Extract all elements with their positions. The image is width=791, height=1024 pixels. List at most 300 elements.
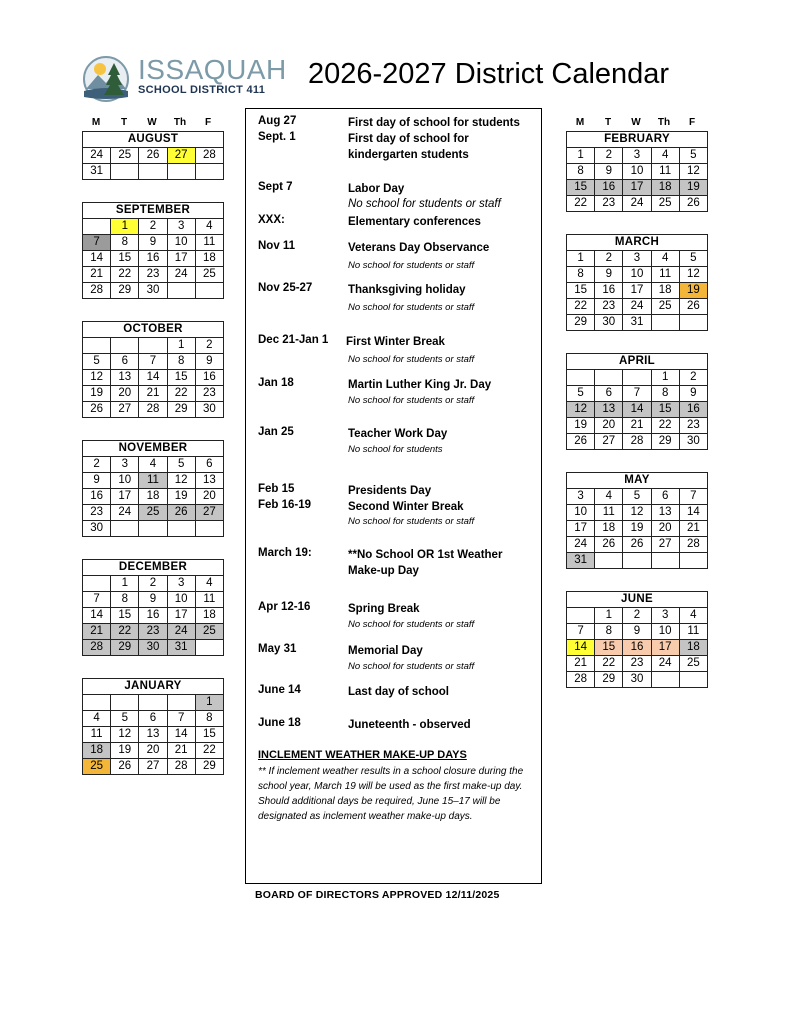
event-date: May 31 [258,643,297,655]
week-row [83,727,224,743]
weekday-label: Th [657,117,671,128]
day-cell [651,672,679,688]
day-cell: 14 [83,608,111,624]
day-cell: 25 [651,299,679,315]
day-cell: 10 [651,624,679,640]
day-cell: 19 [167,489,195,505]
day-cell: 4 [679,608,707,624]
day-cell: 12 [167,473,195,489]
day-cell [679,315,707,331]
day-cell: 15 [167,370,195,386]
day-cell: 29 [567,315,595,331]
event-title: Veterans Day Observance [348,242,490,254]
day-cell: 11 [595,505,623,521]
week-row [567,267,708,283]
month-title: JUNE [567,592,708,608]
day-cell: 11 [651,164,679,180]
day-cell: 29 [651,434,679,450]
day-cell: 24 [83,148,111,164]
day-cell: 2 [595,251,623,267]
day-cell: 16 [679,402,707,418]
week-row [83,457,224,473]
day-cell: 2 [623,608,651,624]
event-date: Feb 16-19 [258,499,312,511]
day-cell: 9 [623,624,651,640]
day-cell [195,283,223,299]
month-table [82,440,224,537]
month-title: JANUARY [83,679,224,695]
month-table [566,591,708,688]
day-cell [595,553,623,569]
month-title-row [83,203,224,219]
day-cell: 21 [623,418,651,434]
week-row [567,521,708,537]
day-cell: 2 [595,148,623,164]
event-date: June 14 [258,684,301,696]
week-row [567,656,708,672]
day-cell: 26 [679,299,707,315]
day-cell: 25 [139,505,167,521]
weekday-label: T [120,117,128,128]
day-cell: 11 [679,624,707,640]
day-cell: 19 [567,418,595,434]
month-title-row [83,560,224,576]
day-cell: 8 [111,592,139,608]
day-cell: 1 [111,219,139,235]
month-title: OCTOBER [83,322,224,338]
month-title-row [567,473,708,489]
week-row [567,299,708,315]
day-cell: 15 [567,180,595,196]
day-cell: 9 [139,592,167,608]
event-note: No school for students or staff [348,661,475,672]
month-title-row [83,132,224,148]
day-cell [167,695,195,711]
day-cell: 18 [139,489,167,505]
event-title: Martin Luther King Jr. Day [348,379,492,391]
day-cell [111,164,139,180]
week-row [83,473,224,489]
day-cell: 10 [623,164,651,180]
day-cell: 6 [595,386,623,402]
week-row [83,148,224,164]
day-cell: 8 [111,235,139,251]
month-april [566,353,706,450]
week-row [567,553,708,569]
day-cell [111,521,139,537]
day-cell: 28 [83,640,111,656]
week-row [83,251,224,267]
day-cell: 24 [651,656,679,672]
week-row [567,283,708,299]
day-cell: 8 [195,711,223,727]
day-cell: 7 [83,235,111,251]
day-cell: 20 [651,521,679,537]
day-cell: 4 [595,489,623,505]
day-cell: 4 [651,251,679,267]
day-cell: 16 [595,283,623,299]
day-cell: 14 [83,251,111,267]
week-row [83,576,224,592]
day-cell: 25 [195,624,223,640]
day-cell: 30 [83,521,111,537]
week-row [83,521,224,537]
day-cell [195,164,223,180]
day-cell: 27 [111,402,139,418]
day-cell: 23 [83,505,111,521]
day-cell: 16 [139,251,167,267]
event-title: Last day of school [348,686,449,698]
week-row [83,164,224,180]
day-cell: 11 [651,267,679,283]
page-title: 2026-2027 District Calendar [308,58,670,90]
day-cell: 11 [83,727,111,743]
day-cell: 22 [567,196,595,212]
day-cell: 31 [167,640,195,656]
day-cell: 27 [139,759,167,775]
day-cell: 19 [679,283,707,299]
month-january [82,678,222,775]
day-cell: 9 [83,473,111,489]
weekday-label: M [575,117,585,128]
day-cell: 4 [83,711,111,727]
week-row [83,505,224,521]
day-cell: 15 [195,727,223,743]
day-cell: 11 [195,592,223,608]
day-cell: 1 [651,370,679,386]
day-cell: 26 [679,196,707,212]
week-row [83,283,224,299]
event-date: Apr 12-16 [258,601,311,613]
event-title: Second Winter Break [348,501,464,513]
events-panel [245,108,542,884]
day-cell: 16 [595,180,623,196]
day-cell: 19 [83,386,111,402]
day-cell [567,608,595,624]
day-cell: 14 [623,402,651,418]
day-cell: 19 [623,521,651,537]
day-cell: 22 [567,299,595,315]
day-cell: 31 [623,315,651,331]
week-row [567,315,708,331]
month-june [566,591,706,688]
day-cell: 14 [139,370,167,386]
day-cell: 8 [595,624,623,640]
week-row [567,672,708,688]
day-cell: 8 [167,354,195,370]
day-cell: 14 [679,505,707,521]
day-cell: 23 [595,196,623,212]
week-row [83,624,224,640]
day-cell: 23 [679,418,707,434]
day-cell: 18 [195,608,223,624]
day-cell: 18 [83,743,111,759]
day-cell: 4 [139,457,167,473]
day-cell: 29 [111,283,139,299]
day-cell: 22 [595,656,623,672]
month-november [82,440,222,537]
day-cell: 23 [139,267,167,283]
day-cell: 24 [623,299,651,315]
day-cell [139,338,167,354]
weekday-label: W [631,117,641,128]
day-cell: 6 [139,711,167,727]
week-row [83,235,224,251]
day-cell: 9 [139,235,167,251]
day-cell: 3 [167,219,195,235]
week-row [83,354,224,370]
day-cell: 25 [679,656,707,672]
day-cell: 5 [111,711,139,727]
day-cell: 2 [83,457,111,473]
day-cell [111,695,139,711]
day-cell: 16 [139,608,167,624]
event-title: Labor Day [348,183,405,195]
day-cell: 23 [623,656,651,672]
day-cell: 12 [111,727,139,743]
month-october [82,321,222,418]
event-date: March 19: [258,547,312,559]
day-cell: 24 [167,624,195,640]
day-cell: 21 [83,624,111,640]
day-cell: 9 [595,267,623,283]
month-title: MARCH [567,235,708,251]
day-cell: 22 [651,418,679,434]
day-cell: 8 [651,386,679,402]
day-cell: 25 [651,196,679,212]
event-title: Elementary conferences [348,216,481,228]
logo-name: ISSAQUAH [138,54,287,85]
day-cell: 2 [139,219,167,235]
day-cell [651,315,679,331]
inclement-weather-section [258,749,534,824]
day-cell: 13 [111,370,139,386]
month-table [82,131,224,180]
week-row [567,489,708,505]
day-cell [167,164,195,180]
week-row [567,370,708,386]
day-cell: 13 [195,473,223,489]
day-cell: 10 [623,267,651,283]
weekday-label: T [604,117,612,128]
day-cell [595,370,623,386]
month-september [82,202,222,299]
month-title: MAY [567,473,708,489]
event-note: No school for students or staff [348,198,501,210]
day-cell: 31 [567,553,595,569]
day-cell: 29 [595,672,623,688]
month-title-row [567,354,708,370]
day-cell: 6 [111,354,139,370]
day-cell [111,338,139,354]
week-row [83,370,224,386]
week-row [83,759,224,775]
month-february [566,131,706,212]
event-title: Spring Break [348,603,420,615]
day-cell: 20 [195,489,223,505]
week-row [567,164,708,180]
month-table [82,678,224,775]
month-title: FEBRUARY [567,132,708,148]
day-cell: 13 [595,402,623,418]
day-cell: 17 [167,251,195,267]
day-cell: 29 [167,402,195,418]
day-cell: 16 [623,640,651,656]
week-row [83,402,224,418]
day-cell: 3 [567,489,595,505]
month-title-row [83,322,224,338]
inclement-text: ** If inclement weather results in a school closure during the school year, March 19 will be used as the first make-up day. Should additional days be required, June 15–17 will be designated as inclement weather make-up days. [258,766,524,822]
day-cell: 7 [167,711,195,727]
day-cell [167,283,195,299]
day-cell: 4 [195,219,223,235]
day-cell: 10 [111,473,139,489]
day-cell: 15 [595,640,623,656]
day-cell: 3 [167,576,195,592]
day-cell: 24 [567,537,595,553]
event-title: First day of school for students [348,117,520,129]
logo-subtitle: SCHOOL DISTRICT 411 [138,84,266,96]
day-cell: 20 [139,743,167,759]
day-cell: 28 [623,434,651,450]
day-cell: 31 [83,164,111,180]
week-row [567,196,708,212]
month-title-row [567,592,708,608]
month-may [566,472,706,569]
week-row [83,267,224,283]
day-cell: 29 [195,759,223,775]
month-title-row [83,679,224,695]
day-cell: 7 [567,624,595,640]
day-cell: 23 [595,299,623,315]
week-row [567,251,708,267]
day-cell: 13 [139,727,167,743]
day-cell: 6 [651,489,679,505]
day-cell: 10 [167,592,195,608]
day-cell: 14 [167,727,195,743]
weekday-label: F [204,117,212,128]
event-date: Feb 15 [258,483,295,495]
day-cell: 10 [567,505,595,521]
month-title: DECEMBER [83,560,224,576]
day-cell: 21 [139,386,167,402]
day-cell [83,338,111,354]
day-cell: 26 [567,434,595,450]
month-march [566,234,706,331]
day-cell: 18 [651,283,679,299]
day-cell: 28 [679,537,707,553]
event-note: No school for students or staff [348,516,475,527]
day-cell [679,672,707,688]
day-cell: 27 [167,148,195,164]
day-cell: 20 [111,386,139,402]
day-cell: 17 [111,489,139,505]
day-cell: 3 [623,251,651,267]
day-cell: 30 [139,283,167,299]
day-cell: 17 [623,283,651,299]
day-cell: 5 [167,457,195,473]
day-cell: 29 [111,640,139,656]
weekday-label: M [91,117,101,128]
week-row [567,608,708,624]
month-december [82,559,222,656]
day-cell: 16 [195,370,223,386]
week-row [567,624,708,640]
day-cell: 18 [651,180,679,196]
day-cell: 6 [195,457,223,473]
day-cell [83,695,111,711]
day-cell: 21 [167,743,195,759]
day-cell: 30 [623,672,651,688]
day-cell: 17 [651,640,679,656]
day-cell: 27 [595,434,623,450]
weekday-header [82,116,222,130]
month-title-row [83,441,224,457]
day-cell: 12 [567,402,595,418]
day-cell: 26 [83,402,111,418]
day-cell: 25 [111,148,139,164]
week-row [567,434,708,450]
month-table [566,353,708,450]
week-row [567,537,708,553]
weekday-label: Th [173,117,187,128]
day-cell: 3 [623,148,651,164]
day-cell: 28 [195,148,223,164]
day-cell: 17 [167,608,195,624]
day-cell: 20 [595,418,623,434]
header [80,55,720,105]
day-cell: 1 [595,608,623,624]
day-cell: 3 [111,457,139,473]
event-date: Jan 18 [258,377,294,389]
week-row [83,695,224,711]
day-cell: 15 [111,608,139,624]
day-cell: 1 [567,251,595,267]
day-cell: 21 [83,267,111,283]
weekday-label: F [688,117,696,128]
day-cell [167,521,195,537]
day-cell: 18 [679,640,707,656]
day-cell: 28 [139,402,167,418]
day-cell: 13 [651,505,679,521]
weekday-header [566,116,706,130]
event-title: Teacher Work Day [348,428,448,440]
event-note: No school for students or staff [348,354,475,365]
event-date: Aug 27 [258,115,297,127]
day-cell: 17 [567,521,595,537]
day-cell [139,695,167,711]
day-cell: 10 [167,235,195,251]
event-title: **No School OR 1st Weather Make-up Day [348,549,503,577]
day-cell [623,553,651,569]
day-cell: 5 [679,148,707,164]
event-date: Sept. 1 [258,131,296,143]
inclement-heading: INCLEMENT WEATHER MAKE-UP DAYS [258,749,467,761]
week-row [83,640,224,656]
day-cell: 12 [623,505,651,521]
event-note: No school for students [348,444,443,455]
week-row [567,402,708,418]
event-title: First Winter Break [346,336,445,348]
month-title: SEPTEMBER [83,203,224,219]
day-cell: 18 [595,521,623,537]
week-row [83,711,224,727]
weekday-label: W [147,117,157,128]
day-cell: 9 [595,164,623,180]
event-date: XXX: [258,214,285,226]
day-cell: 22 [195,743,223,759]
event-note: No school for students or staff [348,260,475,271]
